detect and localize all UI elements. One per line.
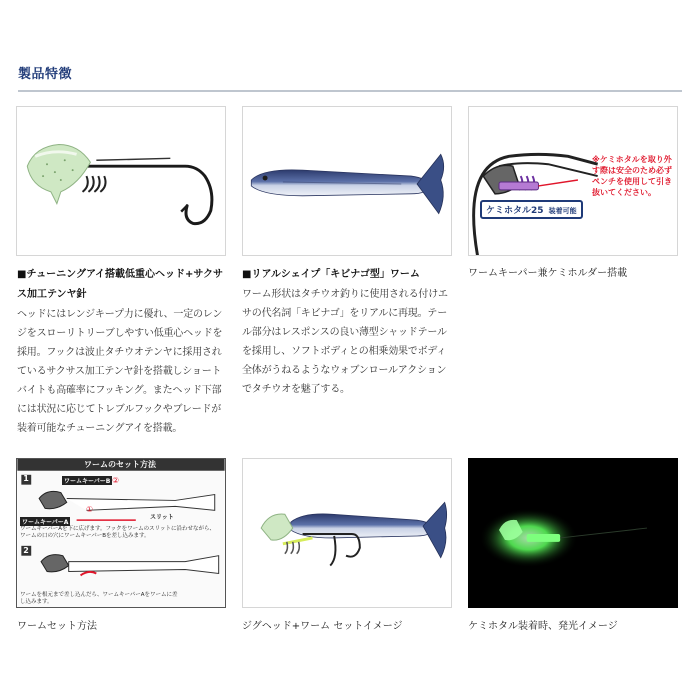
feature-heading-jighead: ■チューニングアイ搭載低重心ヘッド+サクサス加工テンヤ針 — [17, 269, 224, 300]
chemical-light-badge — [480, 200, 583, 219]
feature-body-worm: ワーム形状はタチウオ釣りに使用される付けエサの代名詞「キビナゴ」をリアルに再現。テール部分はレスポンスの良い薄型シャッドテールを採用し、ソフトボディとの相乗効果でボディ全体がうねるようなウォブンロールアクションでタチウオを魅了する。 — [242, 289, 448, 395]
set-step2-number: 2 — [23, 546, 29, 555]
worm-image — [242, 106, 452, 256]
label-keeper-b: ワームキーパーB — [64, 478, 111, 485]
set-step2-text: ワームを根元まで差し込んだら、ワームキーパーAをワームに差し込みます。 — [20, 592, 178, 605]
keeper-warning-text: ※ケミホタルを取り外す際は安全のため必ずペンチを使用して引き抜いてください。 — [592, 155, 672, 197]
feature-body-jighead: ヘッドにはレンジキープ力に優れ、一定のレンジをスローリトリーブしやすい低重心ヘッドを採用。フックは波止タチウオテンヤに採用されているサクサス加工テンヤ針を搭載しショートバイトも高確率にフッキング。またヘッド下部には状況に応じてトレブルフックやブレードが装着可能なチューニングアイを搭載。 — [17, 309, 223, 434]
caption-glow-image: ケミホタル装着時、発光イメージ — [468, 621, 618, 632]
jighead-image — [16, 106, 226, 256]
set-method-title: ワームのセット方法 — [84, 460, 156, 469]
section-title: 製品特徴 — [18, 67, 73, 82]
feature-heading-worm: ■リアルシェイプ「キビナゴ型」ワーム — [242, 269, 420, 280]
caption-set-image: ジグヘッド+ワーム セットイメージ — [242, 621, 403, 632]
label-slit: スリット — [150, 514, 174, 521]
set-step1-number: 1 — [23, 474, 29, 483]
caption-set-method: ワームセット方法 — [17, 621, 97, 632]
feature-caption-keeper: ワームキーパー兼ケミホルダー搭載 — [468, 268, 628, 279]
set-image — [242, 458, 452, 608]
label-circle-2: ② — [112, 476, 120, 485]
label-keeper-a: ワームキーパーA — [22, 519, 69, 526]
title-divider — [18, 90, 682, 92]
badge-label: ケミホタル25 — [486, 206, 544, 216]
glow-image — [468, 458, 678, 608]
label-circle-1: ① — [86, 505, 94, 514]
set-step1-text: ワームキーパーAを下に広げます。フックをワームのスリットに沿わせながら、ワームの口の穴にワームキーパーBを差し込みます。 — [20, 526, 215, 539]
badge-suffix: 装着可能 — [548, 207, 577, 215]
